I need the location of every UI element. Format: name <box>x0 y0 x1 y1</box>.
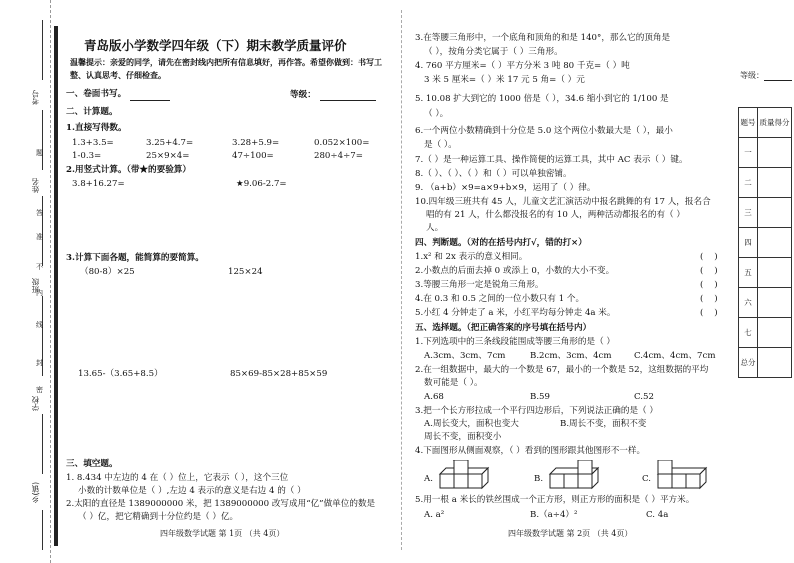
option: A.周长变大，面积也变大 <box>424 419 519 429</box>
fill-2b: （ ）亿，把它精确到十分位约是（ ）亿。 <box>78 512 239 522</box>
q9: 9. （a+b）×9=a×9+b×9，运用了（ ）律。 <box>415 183 596 193</box>
cube-figure-b <box>546 460 616 492</box>
option: A.68 <box>424 392 444 402</box>
answer-bracket[interactable]: ( ) <box>700 266 718 276</box>
q8: 8.（ ）、（ ）、（ ）和（ ）可以单独密铺。 <box>415 169 572 179</box>
score-cell[interactable] <box>758 288 792 318</box>
simplify-item: 13.65-（3.65+8.5） <box>78 369 163 379</box>
answer-bracket[interactable]: ( ) <box>700 294 718 304</box>
seal-char: 答 <box>36 209 43 217</box>
grade-field[interactable] <box>320 100 376 101</box>
section-5-title: 五、选择题。（把正确答案的序号填在括号内） <box>415 323 592 333</box>
calc-item: 0.052×100= <box>314 138 370 148</box>
score-row-label: 六 <box>739 288 758 318</box>
score-row-label: 一 <box>739 138 758 168</box>
cube-figure-c <box>654 460 724 492</box>
score-head-score: 质量得分 <box>758 108 792 138</box>
score-head-item: 题号 <box>739 108 758 138</box>
cube-figure-a <box>436 460 506 492</box>
option: 周长不变，面积变小 <box>424 432 502 442</box>
score-row-label: 总分 <box>739 348 758 378</box>
answer-bracket[interactable]: ( ) <box>700 280 718 290</box>
section-2-title: 二、计算题。 <box>66 107 118 117</box>
calc-item: 25×9×4= <box>146 151 190 161</box>
simplify-item: 125×24 <box>228 267 263 277</box>
score-cell[interactable] <box>758 318 792 348</box>
calc-item: 3.28+5.9= <box>232 138 280 148</box>
choice-4: 4.下面图形从侧面观察，（ ）看到的图形跟其他图形不一样。 <box>415 446 646 456</box>
q3a: 3.在等腰三角形中，一个底角和顶角的和是 140°，那么它的顶角是 <box>415 33 671 43</box>
score-cell[interactable] <box>758 198 792 228</box>
binding-margin <box>0 0 56 563</box>
q5b: （ ）。 <box>424 109 449 119</box>
side-grade-label: 等级： <box>740 71 764 80</box>
score-row-label: 三 <box>739 198 758 228</box>
option: B.2cm、3cm、4cm <box>530 351 612 361</box>
side-grade-field[interactable] <box>764 80 792 81</box>
seal-char: 内 <box>36 289 43 297</box>
score-row-label: 四 <box>739 228 758 258</box>
score-table <box>738 107 792 378</box>
choice-3: 3.把一个长方形拉成一个平行四边形后，下列说法正确的是（ ） <box>415 406 658 416</box>
section-3-title: 三、填空题。 <box>66 459 118 469</box>
judge-item: 1.x² 和 2x 表示的意义相同。 <box>415 252 528 262</box>
q4b: 3 米 5 厘米=（ ）米 17 元 5 角=（ ）元 <box>424 75 585 85</box>
answer-bracket[interactable]: ( ) <box>700 308 718 318</box>
option: A. <box>424 474 433 484</box>
q4a: 4. 760 平方厘米=（ ）平方分米 3 吨 80 千克=（ ）吨 <box>415 61 630 71</box>
fill-1b: 小数的计数单位是（ ）,左边 4 表示的意义是右边 4 的（ ） <box>78 486 306 496</box>
name-label: 姓名 <box>31 178 40 193</box>
option: C.4cm、4cm、7cm <box>634 351 716 361</box>
judge-item: 4.在 0.3 和 0.5 之间的一位小数只有 1 个。 <box>415 294 585 304</box>
choice-2a: 2.在一组数据中，最大的一个数是 67，最小的一个数是 52，这组数据的平均 <box>415 365 709 375</box>
sub-3-title: 3.计算下面各题，能简算的要简算。 <box>66 253 204 263</box>
score-cell[interactable] <box>758 168 792 198</box>
q5: 5. 10.08 扩大到它的 1000 倍是（ ），34.6 缩小到它的 1/100 是 <box>415 94 669 104</box>
page-2-footer: 四年级数学试题 第 2页 （共 4页） <box>508 529 633 538</box>
score-row-label: 二 <box>739 168 758 198</box>
seal-char: 线 <box>36 321 43 329</box>
judge-item: 2.小数点的后面去掉 0 或添上 0，小数的大小不变。 <box>415 266 615 276</box>
calc-item: 1-0.3= <box>72 151 102 161</box>
choice-5: 5.用一根 a 米长的铁丝围成一个正方形，则正方形的面积是（ ）平方米。 <box>415 495 695 505</box>
section-4-title: 四、判断题。（对的在括号内打√，错的打×） <box>415 238 587 248</box>
judge-item: 5.小红 4 分钟走了 a 米，小红平均每分钟走 4a 米。 <box>415 308 616 318</box>
score-cell[interactable] <box>758 348 792 378</box>
score-cell[interactable] <box>758 138 792 168</box>
section-1-title: 一、卷面书写。 <box>66 89 127 99</box>
option: B.59 <box>530 392 550 402</box>
q10c: 人。 <box>426 223 444 233</box>
choice-2b: 数可能是（ ）。 <box>424 378 483 388</box>
seal-char: 封 <box>36 359 43 367</box>
vertical-item: 3.8+16.27= <box>72 179 125 189</box>
score-cell[interactable] <box>758 228 792 258</box>
seal-char: 不 <box>36 263 43 271</box>
option: C. 4a <box>646 510 669 520</box>
town-label: 乡(镇) <box>31 482 40 503</box>
answer-bracket[interactable]: ( ) <box>700 252 718 262</box>
calc-item: 1.3+3.5= <box>72 138 114 148</box>
q10b: 唱的有 21 人，什么都没报名的有 10 人，两种活动都报名的有（ ） <box>426 210 685 220</box>
fill-1a: 1. 8.434 中左边的 4 在（ ）位上，它表示（ ），这个三位 <box>66 473 289 483</box>
seal-char: 题 <box>36 149 43 157</box>
fill-2a: 2.太阳的直径是 1389000000 米，把 1389000000 改写成用“亿”做单位的数是 <box>66 499 376 509</box>
option: A. a² <box>424 510 445 520</box>
judge-item: 3.等腰三角形一定是锐角三角形。 <box>415 280 544 290</box>
sub-2-title: 2.用竖式计算。（带★的要验算） <box>66 165 191 175</box>
grade-label: 等级： <box>290 90 316 100</box>
option: A.3cm、3cm、7cm <box>424 351 506 361</box>
score-cell[interactable] <box>758 258 792 288</box>
class-label: 班级 <box>31 278 40 293</box>
option: C. <box>642 474 652 484</box>
choice-1: 1.下列选项中的三条线段能围成等腰三角形的是（ ） <box>415 337 615 347</box>
tip-text: 温馨提示：亲爱的同学，请先在密封线内把所有信息填好，再作答。希望你做到：书写工整、认真思考、仔细检查。 <box>70 57 382 80</box>
score-row-label: 五 <box>739 258 758 288</box>
school-label: 学校 <box>31 396 40 411</box>
calc-item: 280÷4÷7= <box>314 151 363 161</box>
option: B.周长不变，面积不变 <box>560 419 647 429</box>
option: C.52 <box>634 392 654 402</box>
q3b: （ ），按角分类它属于（ ）三角形。 <box>424 47 563 57</box>
simplify-item: （80-8）×25 <box>80 267 135 277</box>
calc-item: 3.25+4.7= <box>146 138 194 148</box>
option: B.（a÷4）² <box>530 510 578 520</box>
q6b: 是（ ）。 <box>424 140 457 150</box>
page-1-footer: 四年级数学试题 第 1页 （共 4页） <box>160 529 285 538</box>
q10a: 10.四年级三班共有 45 人，儿童文艺汇演活动中报名跳舞的有 17 人，报名合 <box>415 197 711 207</box>
seal-char: 密 <box>36 386 43 394</box>
sub-1-title: 1.直接写得数。 <box>66 123 127 133</box>
vertical-item: ★9.06-2.7= <box>236 179 287 189</box>
seal-char: 准 <box>36 233 43 241</box>
q6a: 6.一个两位小数精确到十分位是 5.0 这个两位小数最大是（ ），最小 <box>415 126 673 136</box>
score-row-label: 七 <box>739 318 758 348</box>
page-title: 青岛版小学数学四年级（下）期末教学质量评价 <box>84 38 347 53</box>
option: B. <box>534 474 544 484</box>
q7: 7.（ ）是一种运算工具、操作简便的运算工具，其中 AC 表示（ ）键。 <box>415 155 688 165</box>
calc-item: 47÷100= <box>232 151 274 161</box>
simplify-item: 85×69-85×28+85×59 <box>230 369 328 379</box>
exam-number-label: 考号 <box>31 90 40 105</box>
